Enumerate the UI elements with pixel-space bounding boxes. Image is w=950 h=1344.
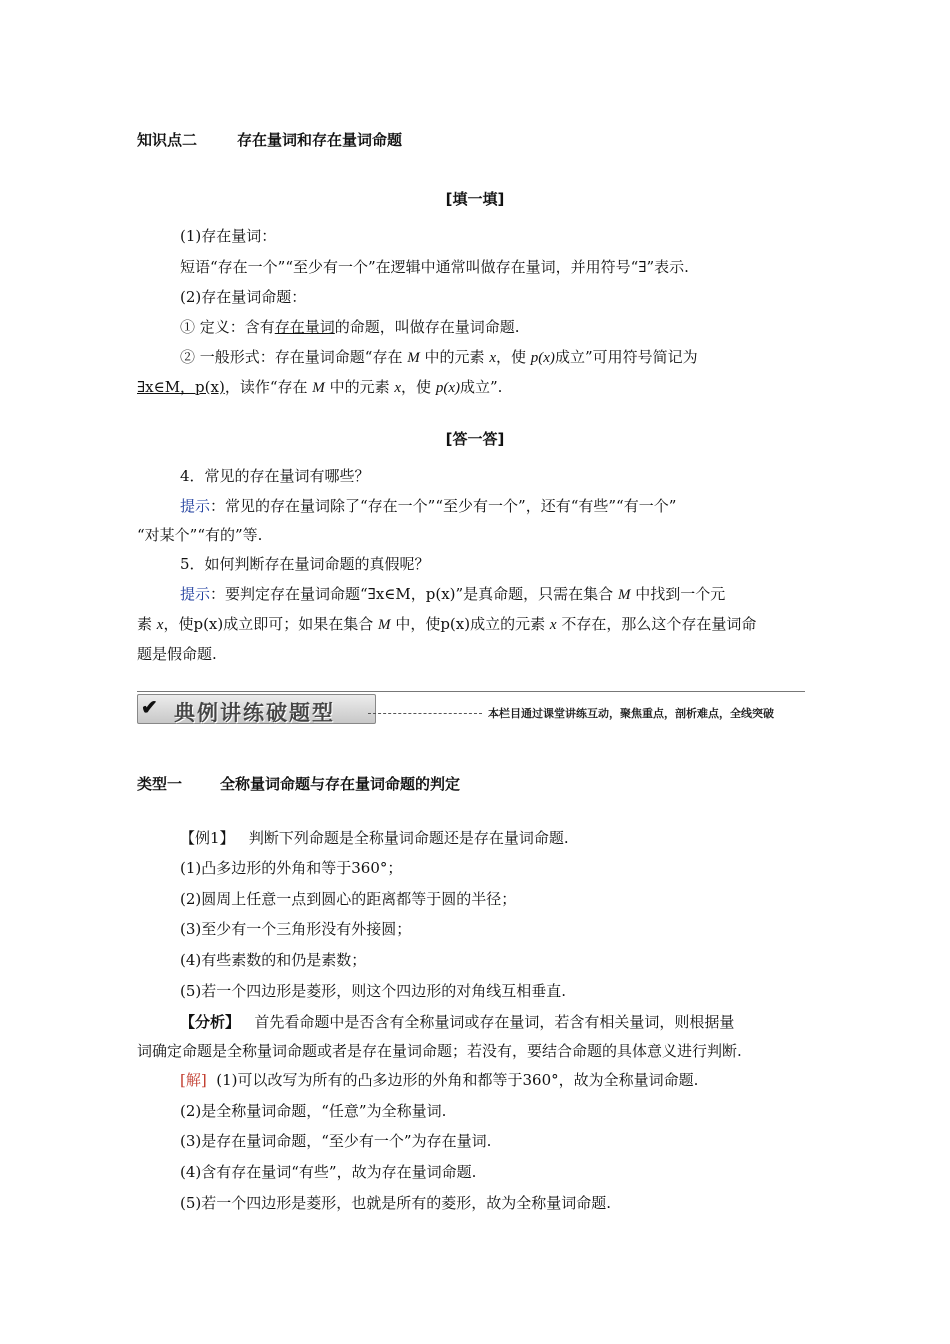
definition-line: ① 定义：含有存在量词的命题，叫做存在量词命题. xyxy=(180,318,520,336)
analysis-cont: 词确定命题是全称量词命题或者是存在量词命题；若没有，要结合命题的具体意义进行判断. xyxy=(137,1042,742,1060)
banner-dash xyxy=(368,713,482,714)
section-title: 存在量词和存在量词命题 xyxy=(237,131,403,149)
type-title: 全称量词命题与存在量词命题的判定 xyxy=(220,775,461,793)
answer-5-end: 题是假命题. xyxy=(137,645,217,663)
example-item: (2)圆周上任意一点到圆心的距离都等于圆的半径； xyxy=(180,890,517,908)
question-4: 4．常见的存在量词有哪些？ xyxy=(180,467,370,485)
solution-line: (3)是存在量词命题，“至少有一个”为存在量词. xyxy=(180,1132,492,1150)
section-label: 知识点二 xyxy=(137,131,198,149)
example-item: (5)若一个四边形是菱形，则这个四边形的对角线互相垂直. xyxy=(180,982,567,1000)
answer-4-cont: “对某个”“有的”等. xyxy=(137,526,263,544)
banner-title: 典例讲练破题型 xyxy=(174,701,335,725)
answer-5-cont: 素 x，使p(x)成立即可；如果在集合 M 中，使p(x)成立的元素 x 不存在，那么这个存在量词命 xyxy=(137,615,757,633)
fill-heading: [填一填] xyxy=(445,190,505,208)
example-item: (3)至少有一个三角形没有外接圆； xyxy=(180,920,412,938)
answer-5: 提示：要判定存在量词命题“∃x∈M，p(x)”是真命题，只需在集合 M 中找到一个元 xyxy=(180,585,726,603)
solution-line: (4)含有存在量词“有些”，故为存在量词命题. xyxy=(180,1163,477,1181)
example-item: (1)凸多边形的外角和等于360°； xyxy=(180,859,403,877)
analysis-line: 【分析】 首先看命题中是否含有全称量词或存在量词，若含有相关量词，则根据量 xyxy=(180,1013,735,1031)
text-line: 短语“存在一个”“至少有一个”在逻辑中通常叫做存在量词，并用符号“∃”表示. xyxy=(180,258,689,276)
solution-line: (2)是全称量词命题，“任意”为全称量词. xyxy=(180,1102,447,1120)
example-line: 【例1】 判断下列命题是全称量词命题还是存在量词命题. xyxy=(180,829,569,847)
general-form-line: ② 一般形式：存在量词命题“存在 M 中的元素 x，使 p(x)成立”可用符号简记为 xyxy=(180,348,698,366)
answer-heading: [答一答] xyxy=(445,430,505,448)
type-label: 类型一 xyxy=(137,775,183,793)
answer-4: 提示：常见的存在量词除了“存在一个”“至少有一个”，还有“有些”“有一个” xyxy=(180,497,677,515)
checkmark-icon: ✔ xyxy=(141,695,158,719)
example-item: (4)有些素数的和仍是素数； xyxy=(180,951,367,969)
banner-rule xyxy=(137,691,805,692)
solution-line: [解] (1)可以改写为所有的凸多边形的外角和都等于360°，故为全称量词命题. xyxy=(180,1071,699,1089)
question-5: 5．如何判断存在量词命题的真假呢？ xyxy=(180,555,430,573)
banner-note: 本栏目通过课堂讲练互动，聚焦重点，剖析难点，全线突破 xyxy=(488,707,774,720)
solution-line: (5)若一个四边形是菱形，也就是所有的菱形，故为全称量词命题. xyxy=(180,1194,612,1212)
text-line: (2)存在量词命题： xyxy=(180,288,307,306)
text-line: (1)存在量词： xyxy=(180,227,277,245)
notation-line: ∃x∈M，p(x)，读作“存在 M 中的元素 x，使 p(x)成立”. xyxy=(137,378,503,396)
